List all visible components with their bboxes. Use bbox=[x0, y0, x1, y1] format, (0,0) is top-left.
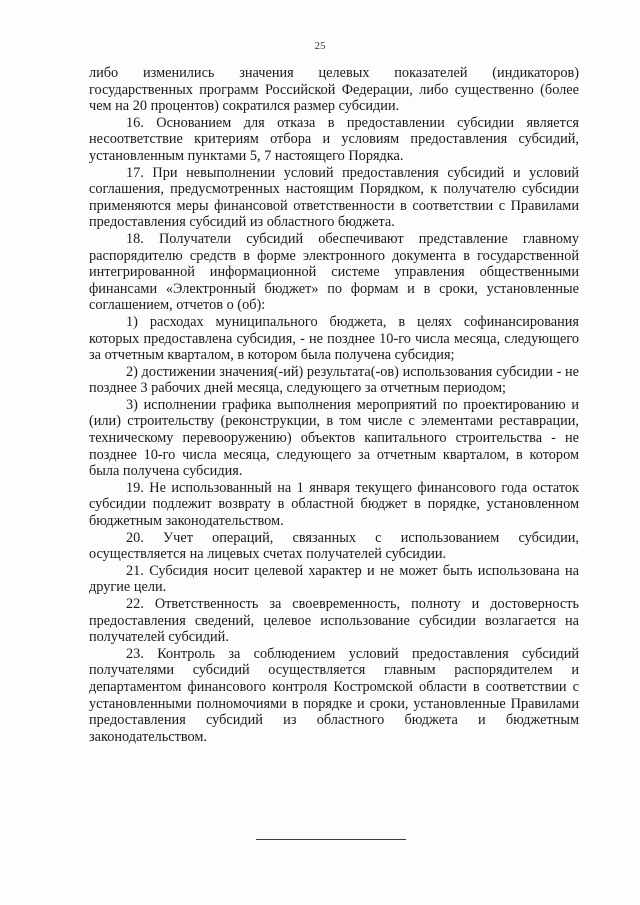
document-body bbox=[89, 65, 579, 745]
paragraph-20: 20. Учет операций, связанных с использованием субсидии, осуществляется на лицевых счетах получателей субсидии. bbox=[89, 529, 579, 563]
paragraph-16: 16. Основанием для отказа в предоставлении субсидии является несоответствие критериям отбора и условиям предоставления субсидий, установленным пунктами 5, 7 настоящего Порядка. bbox=[89, 114, 579, 164]
paragraph-17: 17. При невыполнении условий предоставления субсидий и условий соглашения, предусмотренных настоящим Порядком, к получателю субсидии применяются меры финансовой ответственности в соответствии с Правилами предоставления субсидий из областного бюджета. bbox=[89, 164, 579, 231]
paragraph-23: 23. Контроль за соблюдением условий предоставления субсидий получателями субсидий осуществляется главным распорядителем и департаментом финансового контроля Костромской области в соответствии с установленными полномочиями в порядке и сроки, установленные Правилами предоставления субсидий из областного бюджета и бюджетным законодательством. bbox=[89, 645, 579, 745]
paragraph-21: 21. Субсидия носит целевой характер и не может быть использована на другие цели. bbox=[89, 562, 579, 596]
paragraph-continuation: либо изменились значения целевых показателей (индикаторов) государственных программ Российской Федерации, либо существенно (более чем на 20 процентов) сократился размер субсидии. bbox=[89, 65, 579, 115]
paragraph-22: 22. Ответственность за своевременность, полноту и достоверность предоставления сведений, целевое использование субсидии возлагается на получателей субсидий. bbox=[89, 596, 579, 646]
paragraph-18-item-3: 3) исполнении графика выполнения мероприятий по проектированию и (или) строительству (реконструкции, в том числе с элементами реставрации, техническому перевооружению) объектов капитального строительства - не позднее 10-го числа месяца, следующего за отчетным кварталом, в котором была получена субсидия. bbox=[89, 396, 579, 480]
page-number: 25 bbox=[314, 40, 326, 52]
closing-divider bbox=[256, 839, 406, 840]
paragraph-19: 19. Не использованный на 1 января текущего финансового года остаток субсидии подлежит возврату в областной бюджет в порядке, установленном бюджетным законодательством. bbox=[89, 479, 579, 530]
paragraph-18: 18. Получатели субсидий обеспечивают представление главному распорядителю средств в форме электронного документа в государственной интегрированной информационной системе управления общественными финансами «Электронный бюджет» по формам и в сроки, установленные соглашением, отчетов о (об): bbox=[89, 230, 579, 314]
paragraph-18-item-2: 2) достижении значения(-ий) результата(-ов) использования субсидии - не позднее 3 рабочих дней месяца, следующего за отчетным периодом; bbox=[89, 363, 579, 397]
paragraph-18-item-1: 1) расходах муниципального бюджета, в целях софинансирования которых предоставлена субсидия, - не позднее 10-го числа месяца, следующего за отчетным кварталом, в котором была получена субсидия; bbox=[89, 313, 579, 364]
